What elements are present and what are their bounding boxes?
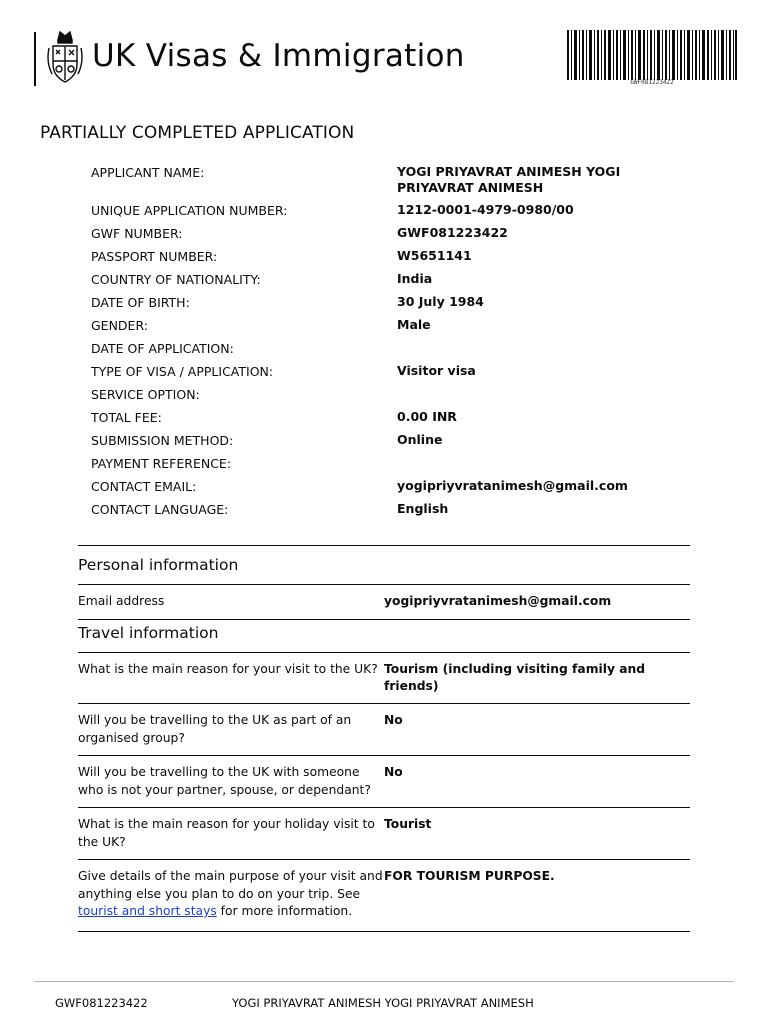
answer-row xyxy=(78,860,690,932)
footer-applicant-name: YOGI PRIYAVRAT ANIMESH YOGI PRIYAVRAT ANIMESH xyxy=(232,996,534,1010)
answer-value: No xyxy=(384,765,403,779)
summary-value: yogipriyvratanimesh@gmail.com xyxy=(397,478,628,493)
summary-row xyxy=(91,294,711,311)
application-summary xyxy=(91,164,711,524)
travel-information-heading: Travel information xyxy=(78,624,219,642)
answer-value: yogipriyvratanimesh@gmail.com xyxy=(384,594,612,608)
summary-row xyxy=(91,363,711,380)
summary-value: India xyxy=(397,271,433,286)
summary-value: 0.00 INR xyxy=(397,409,457,424)
summary-label: UNIQUE APPLICATION NUMBER: xyxy=(91,203,288,218)
summary-value: Male xyxy=(397,317,431,332)
summary-value: Online xyxy=(397,432,443,447)
answer-row xyxy=(78,704,690,756)
summary-row xyxy=(91,248,711,265)
summary-row xyxy=(91,271,711,288)
summary-row xyxy=(91,432,711,449)
question-label xyxy=(78,868,384,921)
summary-value: 30 July 1984 xyxy=(397,294,484,309)
question-label: What is the main reason for your holiday visit to the UK? xyxy=(78,817,375,849)
summary-value: YOGI PRIYAVRAT ANIMESH YOGI PRIYAVRAT ANIMESH xyxy=(397,164,621,195)
tourist-and-short-stays-link[interactable]: tourist and short stays xyxy=(78,904,217,918)
question-label: Will you be travelling to the UK with someone who is not your partner, spouse, or dependant? xyxy=(78,765,371,797)
summary-label: COUNTRY OF NATIONALITY: xyxy=(91,272,261,287)
answer-row xyxy=(78,585,690,620)
answer-value: No xyxy=(384,713,403,727)
page-header xyxy=(0,0,768,100)
answer-row xyxy=(78,653,690,704)
summary-value: Visitor visa xyxy=(397,363,476,378)
summary-row xyxy=(91,501,711,518)
header-divider xyxy=(34,32,36,86)
summary-label: TOTAL FEE: xyxy=(91,410,162,425)
summary-row xyxy=(91,317,711,334)
summary-row xyxy=(91,386,711,403)
summary-value: English xyxy=(397,501,449,516)
summary-row xyxy=(91,340,711,357)
summary-row xyxy=(91,225,711,242)
question-label: Will you be travelling to the UK as part of an organised group? xyxy=(78,713,352,745)
question-text: for more information. xyxy=(220,904,353,918)
footer-gwf-number: GWF081223422 xyxy=(55,996,148,1010)
answer-value: FOR TOURISM PURPOSE. xyxy=(384,869,555,883)
summary-label: DATE OF APPLICATION: xyxy=(91,341,234,356)
summary-label: CONTACT EMAIL: xyxy=(91,479,197,494)
summary-value: W5651141 xyxy=(397,248,472,263)
summary-row xyxy=(91,409,711,426)
summary-value: GWF081223422 xyxy=(397,225,508,240)
royal-crest-icon xyxy=(46,28,84,86)
travel-information-section xyxy=(78,616,690,932)
summary-row xyxy=(91,202,711,219)
answer-value: Tourist xyxy=(384,817,432,831)
question-label: Email address xyxy=(78,594,165,608)
personal-information-heading: Personal information xyxy=(78,556,239,574)
answer-row xyxy=(78,756,690,808)
summary-label: DATE OF BIRTH: xyxy=(91,295,190,310)
brand-title: UK Visas & Immigration xyxy=(92,38,465,74)
question-text: Give details of the main purpose of your visit and anything else you plan to do on your trip. See xyxy=(78,869,383,901)
summary-label: SUBMISSION METHOD: xyxy=(91,433,234,448)
summary-label: TYPE OF VISA / APPLICATION: xyxy=(91,364,274,379)
summary-label: PAYMENT REFERENCE: xyxy=(91,456,232,471)
footer-divider xyxy=(34,981,734,982)
summary-label: APPLICANT NAME: xyxy=(91,165,205,180)
barcode-caption: GWF081223422 xyxy=(630,79,674,86)
summary-label: PASSPORT NUMBER: xyxy=(91,249,218,264)
summary-row xyxy=(91,164,711,196)
summary-row xyxy=(91,478,711,495)
summary-label: GENDER: xyxy=(91,318,148,333)
answer-value: Tourism (including visiting family and friends) xyxy=(384,662,646,693)
page-title: PARTIALLY COMPLETED APPLICATION xyxy=(40,123,355,143)
personal-information-section xyxy=(78,545,690,620)
barcode-image xyxy=(567,30,737,80)
summary-label: CONTACT LANGUAGE: xyxy=(91,502,229,517)
question-label: What is the main reason for your visit to the UK? xyxy=(78,662,378,676)
summary-value: 1212-0001-4979-0980/00 xyxy=(397,202,574,217)
answer-row xyxy=(78,808,690,860)
summary-label: GWF NUMBER: xyxy=(91,226,183,241)
summary-label: SERVICE OPTION: xyxy=(91,387,200,402)
summary-row xyxy=(91,455,711,472)
